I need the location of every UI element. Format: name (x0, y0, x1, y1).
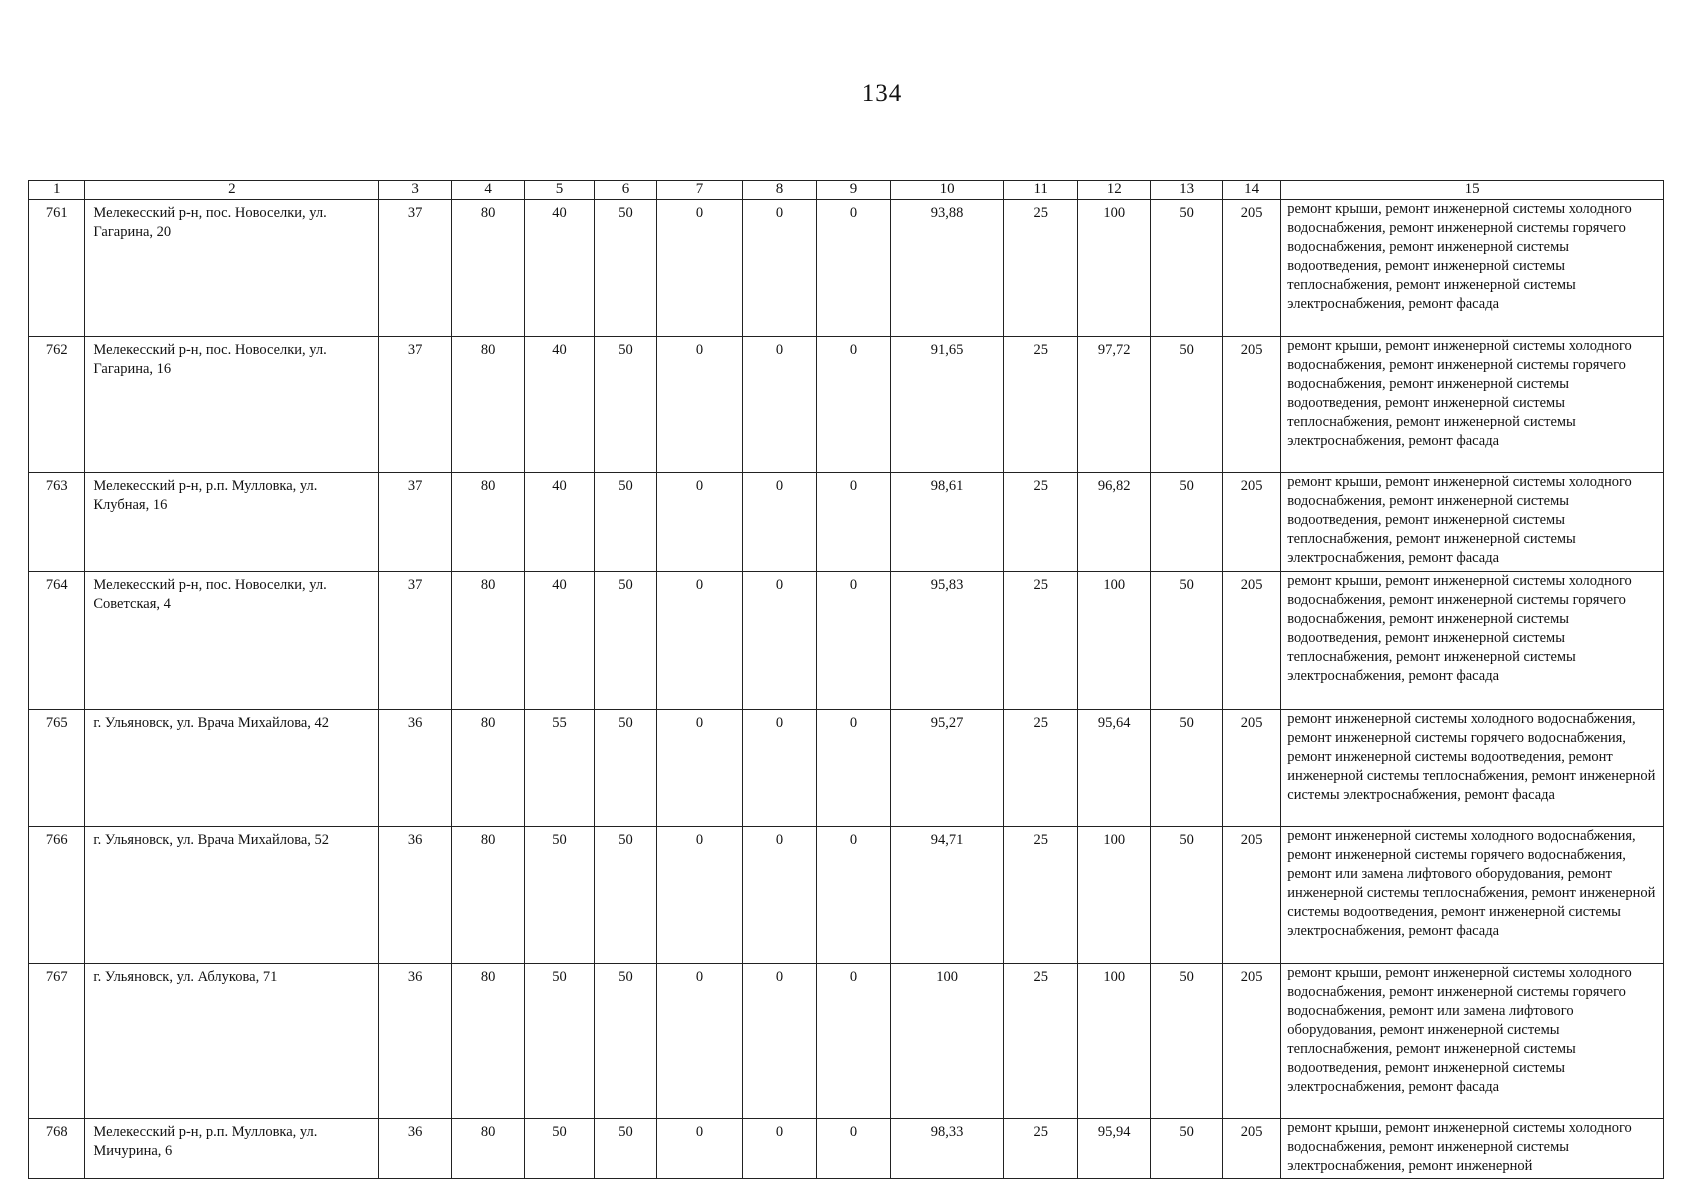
works-cell: ремонт инженерной системы холодного водоснабжения, ремонт инженерной системы горячего водоснабжения, ремонт инженерной системы водоотведения, ремонт инженерной системы теплоснабжения, ремонт инженерной системы электроснабжения, ремонт фасада (1281, 710, 1664, 827)
row-number: 764 (29, 572, 85, 710)
column-header: 5 (525, 181, 594, 200)
table-row (29, 1119, 1664, 1179)
column-header: 15 (1281, 181, 1664, 200)
value-cell-8: 0 (742, 827, 817, 964)
value-cell-11: 25 (1004, 572, 1077, 710)
column-header: 1 (29, 181, 85, 200)
address-cell: Мелекесский р-н, пос. Новоселки, ул. Советская, 4 (85, 572, 379, 710)
column-header: 3 (379, 181, 451, 200)
value-cell-7: 0 (657, 1119, 743, 1179)
value-cell-10: 91,65 (890, 337, 1004, 473)
table-row (29, 710, 1664, 827)
value-cell-9: 0 (817, 337, 890, 473)
value-cell-5: 40 (525, 473, 594, 572)
table-row (29, 572, 1664, 710)
value-cell-3: 36 (379, 710, 451, 827)
value-cell-7: 0 (657, 710, 743, 827)
value-cell-7: 0 (657, 964, 743, 1119)
column-header: 11 (1004, 181, 1077, 200)
value-cell-3: 36 (379, 827, 451, 964)
row-number: 762 (29, 337, 85, 473)
works-cell: ремонт крыши, ремонт инженерной системы холодного водоснабжения, ремонт инженерной системы горячего водоснабжения, ремонт или замена лифтового оборудования, ремонт инженерной системы теплоснабжения, ремонт инженерной системы водоотведения, ремонт инженерной системы электроснабжения, ремонт фасада (1281, 964, 1664, 1119)
value-cell-6: 50 (594, 710, 656, 827)
value-cell-13: 50 (1151, 827, 1222, 964)
value-cell-3: 36 (379, 964, 451, 1119)
value-cell-6: 50 (594, 473, 656, 572)
table-row (29, 964, 1664, 1119)
value-cell-10: 95,27 (890, 710, 1004, 827)
column-header: 9 (817, 181, 890, 200)
value-cell-7: 0 (657, 572, 743, 710)
value-cell-14: 205 (1222, 964, 1280, 1119)
value-cell-6: 50 (594, 827, 656, 964)
value-cell-6: 50 (594, 1119, 656, 1179)
table-row (29, 473, 1664, 572)
value-cell-13: 50 (1151, 200, 1222, 337)
row-number: 763 (29, 473, 85, 572)
value-cell-11: 25 (1004, 964, 1077, 1119)
works-cell: ремонт крыши, ремонт инженерной системы холодного водоснабжения, ремонт инженерной системы горячего водоснабжения, ремонт инженерной системы водоотведения, ремонт инженерной системы теплоснабжения, ремонт инженерной системы электроснабжения, ремонт фасада (1281, 337, 1664, 473)
column-header: 2 (85, 181, 379, 200)
value-cell-9: 0 (817, 964, 890, 1119)
column-header: 13 (1151, 181, 1222, 200)
address-cell: г. Ульяновск, ул. Врача Михайлова, 42 (85, 710, 379, 827)
value-cell-5: 55 (525, 710, 594, 827)
value-cell-11: 25 (1004, 827, 1077, 964)
value-cell-7: 0 (657, 827, 743, 964)
header-row (29, 181, 1664, 200)
address-cell: Мелекесский р-н, р.п. Мулловка, ул. Мичурина, 6 (85, 1119, 379, 1179)
value-cell-5: 50 (525, 827, 594, 964)
table-row (29, 827, 1664, 964)
value-cell-10: 95,83 (890, 572, 1004, 710)
value-cell-3: 36 (379, 1119, 451, 1179)
row-number: 767 (29, 964, 85, 1119)
value-cell-8: 0 (742, 572, 817, 710)
value-cell-8: 0 (742, 710, 817, 827)
works-cell: ремонт инженерной системы холодного водоснабжения, ремонт инженерной системы горячего водоснабжения, ремонт или замена лифтового оборудования, ремонт инженерной системы теплоснабжения, ремонт инженерной системы водоотведения, ремонт инженерной системы электроснабжения, ремонт фасада (1281, 827, 1664, 964)
value-cell-6: 50 (594, 200, 656, 337)
value-cell-4: 80 (451, 827, 524, 964)
value-cell-7: 0 (657, 473, 743, 572)
address-cell: г. Ульяновск, ул. Аблукова, 71 (85, 964, 379, 1119)
value-cell-12: 100 (1077, 572, 1150, 710)
value-cell-6: 50 (594, 572, 656, 710)
row-number: 766 (29, 827, 85, 964)
row-number: 768 (29, 1119, 85, 1179)
address-cell: г. Ульяновск, ул. Врача Михайлова, 52 (85, 827, 379, 964)
value-cell-14: 205 (1222, 337, 1280, 473)
address-cell: Мелекесский р-н, пос. Новоселки, ул. Гагарина, 16 (85, 337, 379, 473)
value-cell-4: 80 (451, 337, 524, 473)
value-cell-5: 50 (525, 1119, 594, 1179)
value-cell-4: 80 (451, 200, 524, 337)
value-cell-10: 94,71 (890, 827, 1004, 964)
value-cell-3: 37 (379, 572, 451, 710)
value-cell-11: 25 (1004, 710, 1077, 827)
table-row (29, 337, 1664, 473)
value-cell-9: 0 (817, 473, 890, 572)
value-cell-5: 50 (525, 964, 594, 1119)
works-cell: ремонт крыши, ремонт инженерной системы холодного водоснабжения, ремонт инженерной системы водоотведения, ремонт инженерной системы теплоснабжения, ремонт инженерной системы электроснабжения, ремонт фасада (1281, 473, 1664, 572)
value-cell-3: 37 (379, 337, 451, 473)
works-cell: ремонт крыши, ремонт инженерной системы холодного водоснабжения, ремонт инженерной системы горячего водоснабжения, ремонт инженерной системы водоотведения, ремонт инженерной системы теплоснабжения, ремонт инженерной системы электроснабжения, ремонт фасада (1281, 200, 1664, 337)
value-cell-3: 37 (379, 473, 451, 572)
value-cell-12: 95,94 (1077, 1119, 1150, 1179)
value-cell-14: 205 (1222, 572, 1280, 710)
value-cell-4: 80 (451, 572, 524, 710)
value-cell-12: 97,72 (1077, 337, 1150, 473)
data-table (28, 180, 1664, 1179)
value-cell-13: 50 (1151, 473, 1222, 572)
value-cell-11: 25 (1004, 1119, 1077, 1179)
value-cell-10: 98,33 (890, 1119, 1004, 1179)
value-cell-8: 0 (742, 337, 817, 473)
value-cell-4: 80 (451, 473, 524, 572)
value-cell-3: 37 (379, 200, 451, 337)
value-cell-7: 0 (657, 200, 743, 337)
works-cell: ремонт крыши, ремонт инженерной системы холодного водоснабжения, ремонт инженерной системы электроснабжения, ремонт инженерной (1281, 1119, 1664, 1179)
value-cell-5: 40 (525, 572, 594, 710)
value-cell-12: 100 (1077, 200, 1150, 337)
value-cell-5: 40 (525, 200, 594, 337)
value-cell-8: 0 (742, 473, 817, 572)
column-header: 8 (742, 181, 817, 200)
value-cell-11: 25 (1004, 473, 1077, 572)
value-cell-9: 0 (817, 827, 890, 964)
value-cell-11: 25 (1004, 337, 1077, 473)
value-cell-14: 205 (1222, 473, 1280, 572)
value-cell-13: 50 (1151, 337, 1222, 473)
value-cell-14: 205 (1222, 827, 1280, 964)
column-header: 12 (1077, 181, 1150, 200)
value-cell-13: 50 (1151, 964, 1222, 1119)
value-cell-13: 50 (1151, 572, 1222, 710)
value-cell-6: 50 (594, 964, 656, 1119)
value-cell-12: 95,64 (1077, 710, 1150, 827)
column-header: 6 (594, 181, 656, 200)
address-cell: Мелекесский р-н, р.п. Мулловка, ул. Клубная, 16 (85, 473, 379, 572)
value-cell-12: 100 (1077, 964, 1150, 1119)
value-cell-14: 205 (1222, 200, 1280, 337)
value-cell-13: 50 (1151, 710, 1222, 827)
value-cell-14: 205 (1222, 710, 1280, 827)
value-cell-12: 100 (1077, 827, 1150, 964)
value-cell-8: 0 (742, 964, 817, 1119)
value-cell-6: 50 (594, 337, 656, 473)
value-cell-11: 25 (1004, 200, 1077, 337)
value-cell-9: 0 (817, 572, 890, 710)
column-header: 14 (1222, 181, 1280, 200)
value-cell-9: 0 (817, 1119, 890, 1179)
column-header: 10 (890, 181, 1004, 200)
value-cell-8: 0 (742, 200, 817, 337)
value-cell-12: 96,82 (1077, 473, 1150, 572)
column-header: 7 (657, 181, 743, 200)
value-cell-4: 80 (451, 710, 524, 827)
works-cell: ремонт крыши, ремонт инженерной системы холодного водоснабжения, ремонт инженерной системы горячего водоснабжения, ремонт инженерной системы водоотведения, ремонт инженерной системы теплоснабжения, ремонт инженерной системы электроснабжения, ремонт фасада (1281, 572, 1664, 710)
value-cell-14: 205 (1222, 1119, 1280, 1179)
row-number: 761 (29, 200, 85, 337)
page-number: 134 (861, 80, 903, 107)
value-cell-5: 40 (525, 337, 594, 473)
table-row (29, 200, 1664, 337)
value-cell-10: 98,61 (890, 473, 1004, 572)
value-cell-9: 0 (817, 200, 890, 337)
row-number: 765 (29, 710, 85, 827)
value-cell-10: 93,88 (890, 200, 1004, 337)
address-cell: Мелекесский р-н, пос. Новоселки, ул. Гагарина, 20 (85, 200, 379, 337)
value-cell-10: 100 (890, 964, 1004, 1119)
value-cell-4: 80 (451, 1119, 524, 1179)
value-cell-7: 0 (657, 337, 743, 473)
value-cell-13: 50 (1151, 1119, 1222, 1179)
column-header: 4 (451, 181, 524, 200)
value-cell-8: 0 (742, 1119, 817, 1179)
value-cell-4: 80 (451, 964, 524, 1119)
value-cell-9: 0 (817, 710, 890, 827)
